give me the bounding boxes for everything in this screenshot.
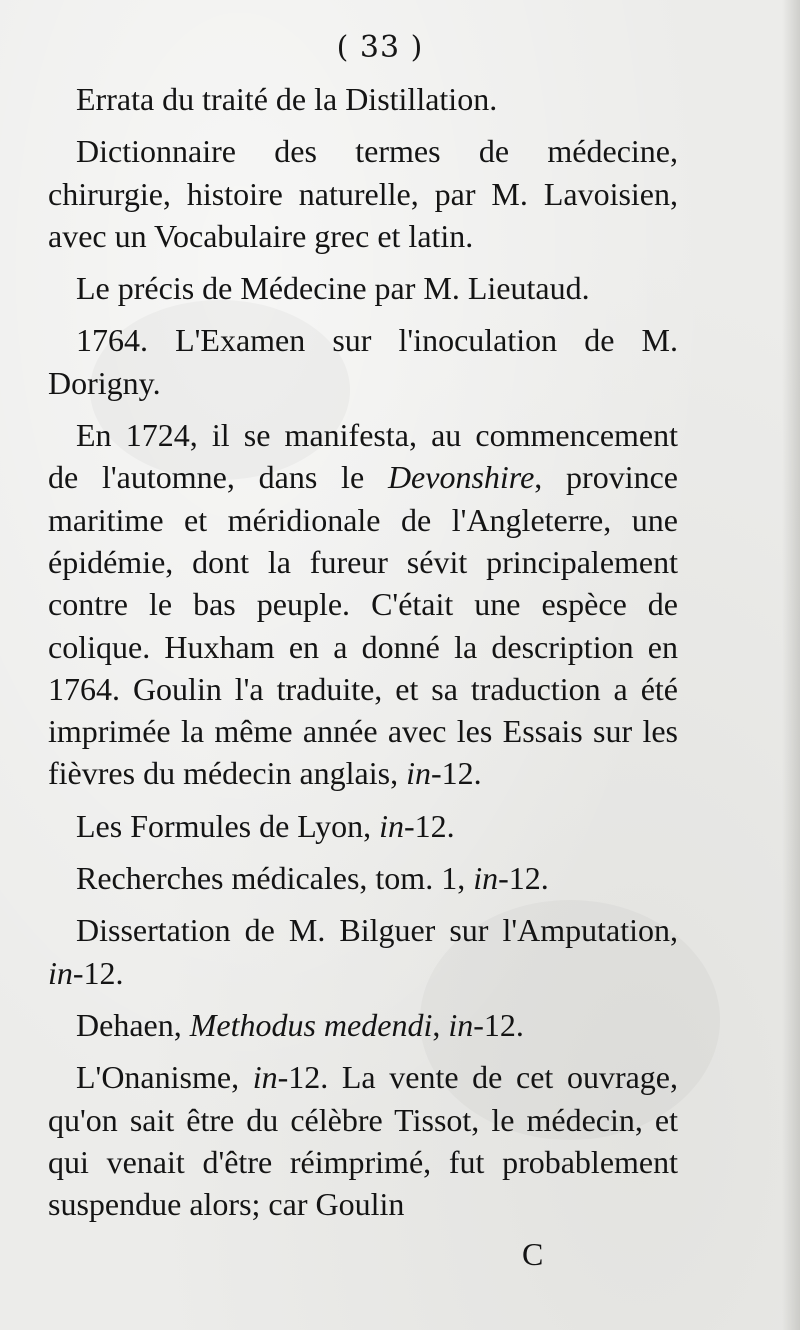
page-number: ( 33 ) xyxy=(336,30,424,65)
text-run: Errata du traité de la Distillation. xyxy=(76,81,498,117)
text-run: -12. xyxy=(473,1006,524,1043)
italic-text: in xyxy=(406,755,431,792)
paragraph xyxy=(48,319,678,404)
text-run: -12. La vente de cet ouvrage, qu'on sait être du célèbre Tissot, le médecin, et qui venait d'être réimprimé, fut probablement suspendue alors; car Goulin xyxy=(48,1059,679,1223)
text-run: -12. xyxy=(430,755,482,792)
paragraph xyxy=(48,1056,678,1225)
text-run: En 1724, il se manifesta, au commencement de l'automne, dans le xyxy=(48,417,678,496)
text-run: -12. xyxy=(498,860,549,897)
text-run: , xyxy=(432,1006,449,1043)
italic-text: in xyxy=(448,1006,474,1043)
paragraph xyxy=(48,805,678,847)
text-run: Le précis de Médecine par M. Lieutaud. xyxy=(76,270,590,307)
text-run: Recherches médicales, tom. 1, xyxy=(76,860,474,897)
italic-text: Devonshire xyxy=(387,459,535,496)
body-text xyxy=(48,78,678,1225)
paragraph xyxy=(48,78,678,120)
text-run: -12. xyxy=(403,807,455,844)
paragraph xyxy=(48,267,678,309)
italic-text: Methodus medendi xyxy=(189,1006,433,1043)
text-run: 1764. L'Examen sur l'inoculation de M. Dorigny. xyxy=(48,322,678,401)
text-run: , province maritime et méridionale de l'Angleterre, une épidémie, dont la fureur sévit principalement contre le bas peuple. C'était une espèce de colique. Huxham en a donné la description en 1764. Goulin l'a traduite, et sa traduction a été imprimée la même année avec les Essais sur les fièvres du médecin anglais, xyxy=(48,459,679,792)
text-run: L'Onanisme, xyxy=(76,1059,253,1096)
paragraph xyxy=(48,130,678,257)
italic-text: in xyxy=(379,807,404,844)
italic-text: in xyxy=(252,1059,278,1096)
signature-mark: C xyxy=(522,1236,544,1272)
text-run: -12. xyxy=(72,954,124,991)
italic-text: in xyxy=(473,860,499,897)
italic-text: in xyxy=(48,954,73,991)
text-run: Dictionnaire des termes de médecine, chirurgie, histoire naturelle, par M. Lavoisien, avec un Vocabulaire grec et latin. xyxy=(48,133,678,254)
paragraph xyxy=(48,414,678,795)
paragraph xyxy=(48,909,678,994)
paragraph xyxy=(48,857,678,899)
page-edge-shadow xyxy=(782,0,800,1330)
paragraph xyxy=(48,1004,678,1046)
text-run: Dehaen, xyxy=(76,1006,190,1043)
text-run: Dissertation de M. Bilguer sur l'Amputation, xyxy=(76,912,678,949)
text-run: Les Formules de Lyon, xyxy=(76,807,380,844)
